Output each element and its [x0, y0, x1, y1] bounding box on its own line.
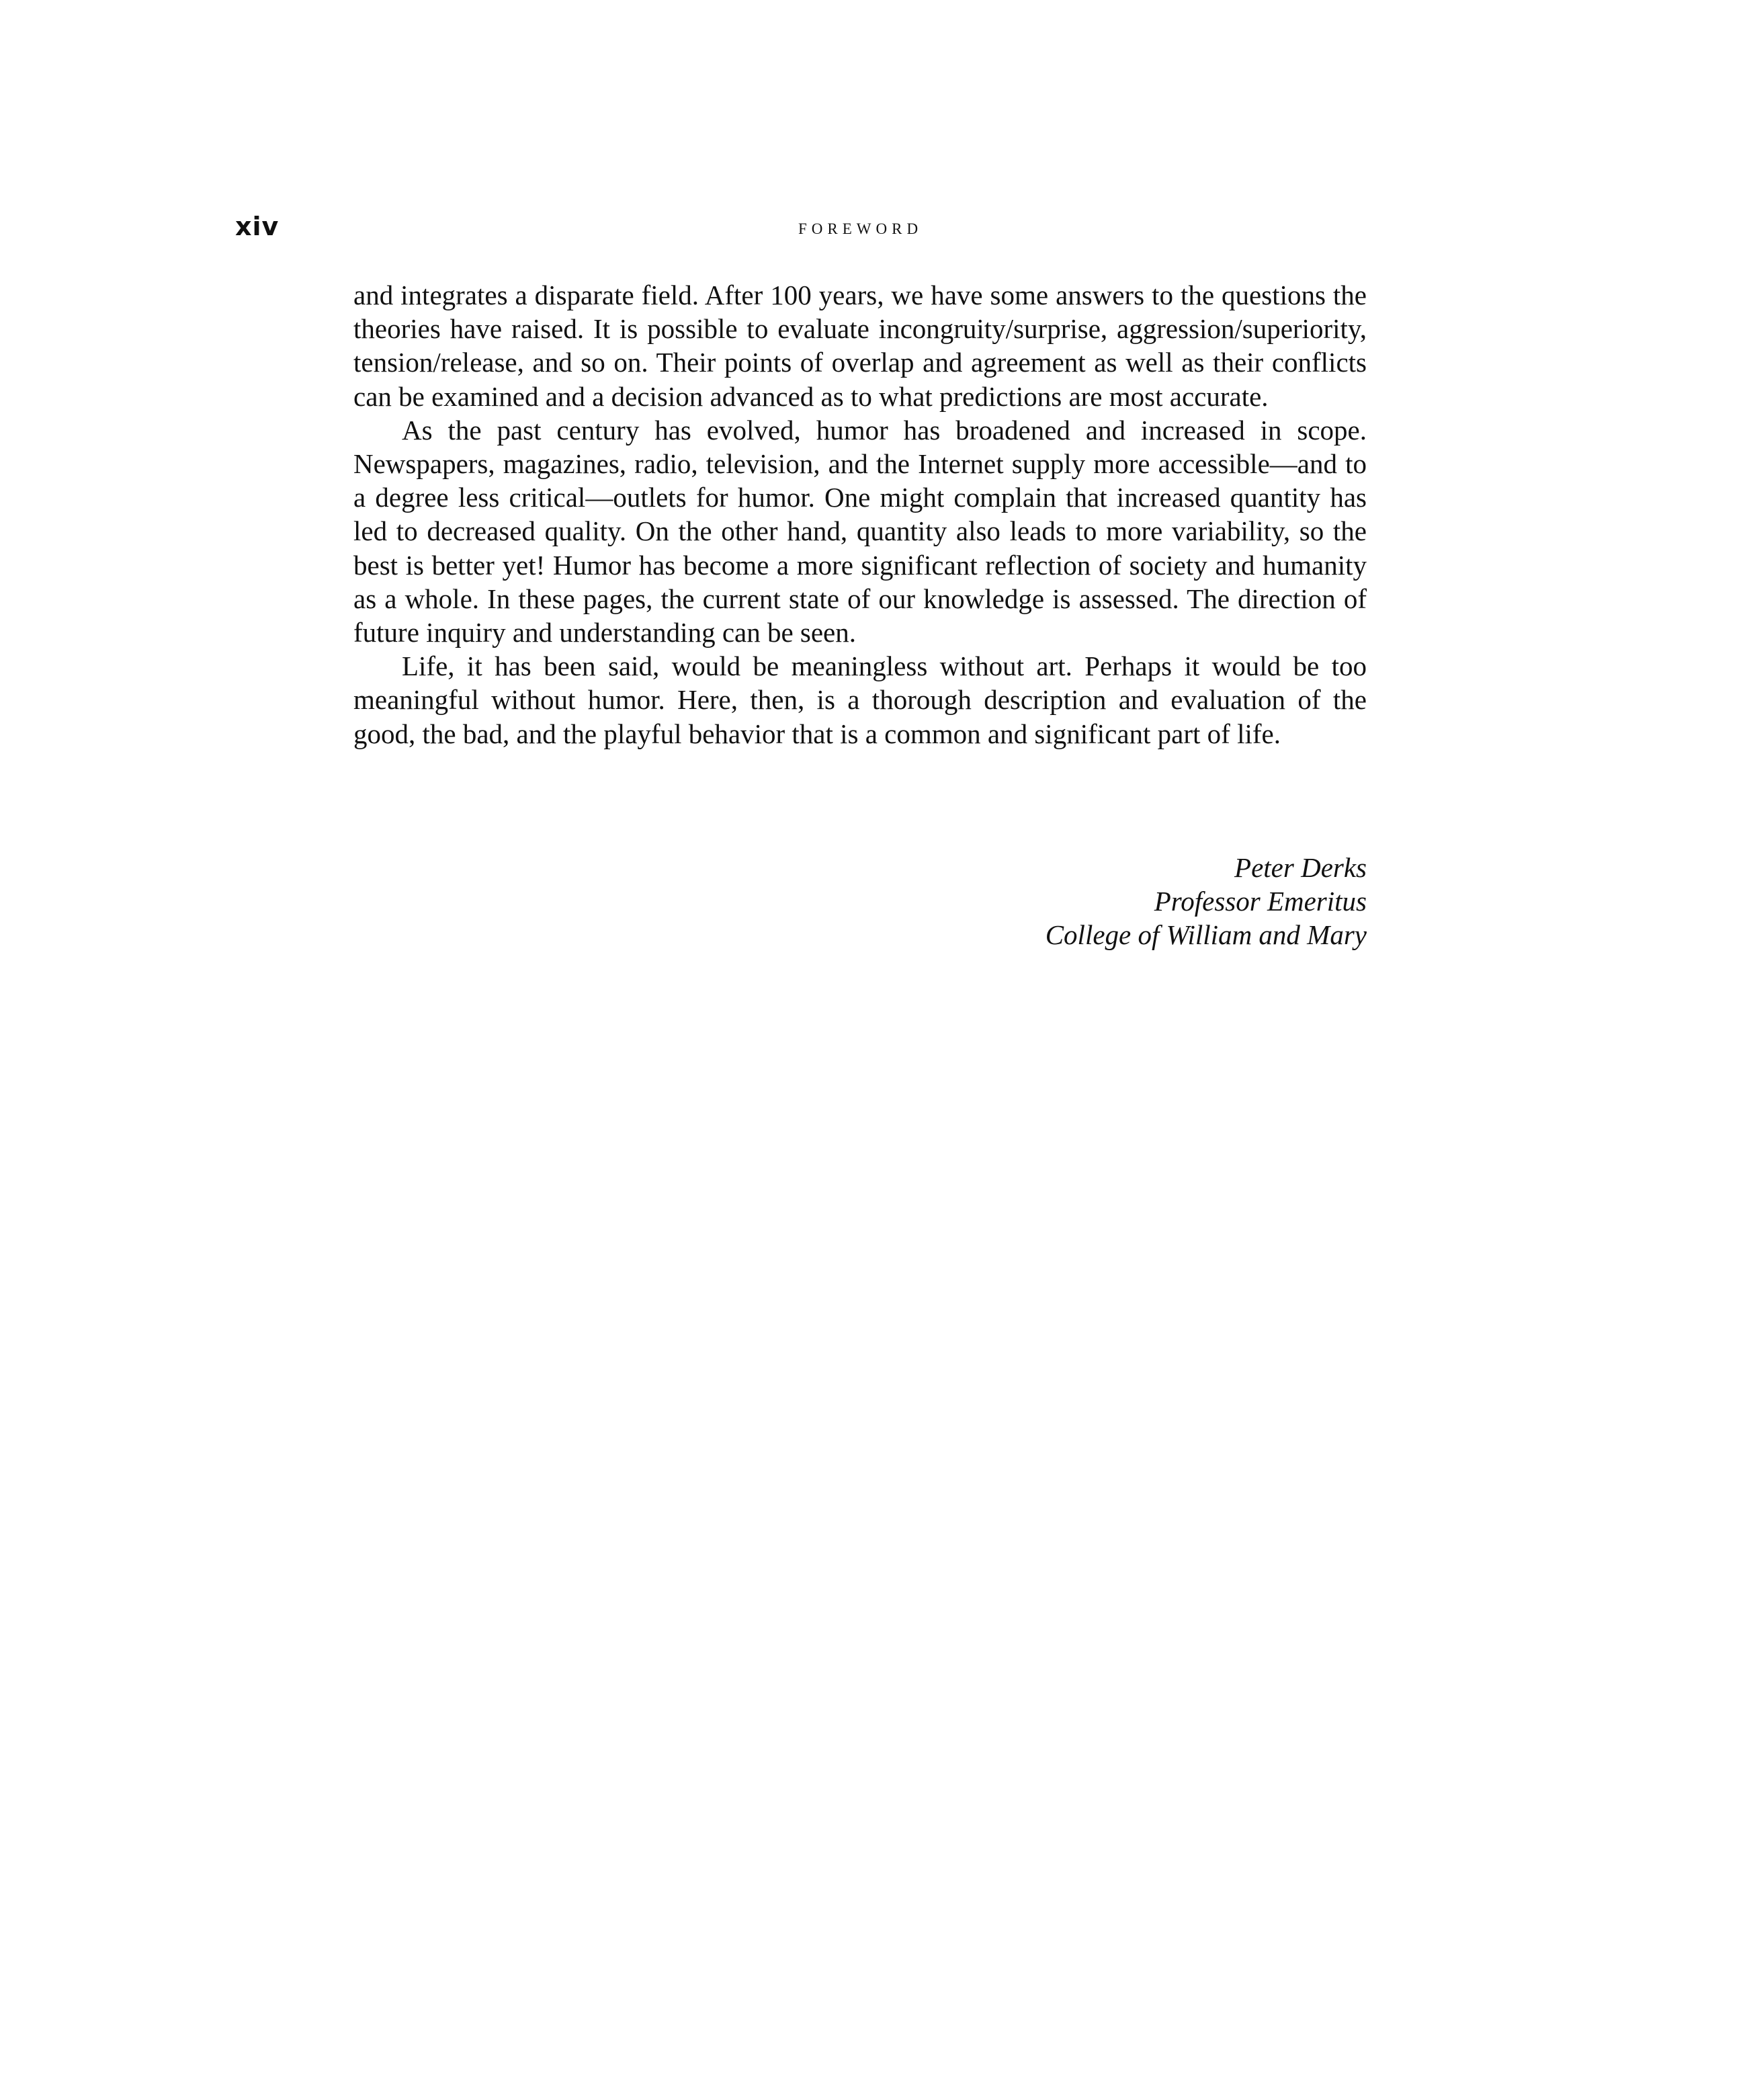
author-name: Peter Derks — [1234, 852, 1367, 883]
paragraph-2: As the past century has evolved, humor has broadened and increased in scope. Newspapers, magazines, radio, television, and the Internet supply more accessible—and to a degree less critical—outlets for humor. One might complain that increased quantity has led to decreased quality. On the other hand, quantity also leads to more variability, so the best is better yet! Humor has become a more significant reflection of society and humanity as a whole. In these pages, the current state of our knowledge is assessed. The direction of future inquiry and understanding can be seen. — [353, 414, 1367, 648]
paragraph-3: Life, it has been said, would be meaningless without art. Perhaps it would be too meaningful without humor. Here, then, is a thorough description and evaluation of the good, the bad, and the playful behavior that is a common and significant part of life. — [353, 650, 1367, 749]
foreword-text — [353, 278, 1367, 751]
author-institution: College of William and Mary — [1045, 919, 1367, 950]
signature-block — [1046, 851, 1367, 952]
author-title: Professor Emeritus — [1154, 886, 1367, 917]
running-head: FOREWORD — [798, 220, 923, 237]
page-number: xiv — [235, 212, 280, 241]
paragraph-1: and integrates a disparate field. After 100 years, we have some answers to the questions the theories have raised. It is possible to evaluate incongruity/surprise, aggression/superiority, tension/release, and so on. Their points of overlap and agreement as well as their conflicts can be examined and a decision advanced as to what predictions are most accurate. — [353, 280, 1367, 412]
